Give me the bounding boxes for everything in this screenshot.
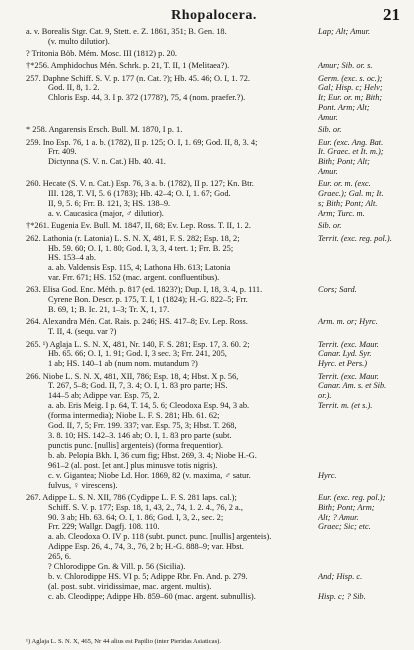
entry-line: HS. 153–4 ab.	[48, 253, 96, 263]
distribution-line: Germ. (exc. s. oc.);	[318, 73, 383, 83]
entry-line: †*256. Amphidochus Mén. Schrk. p. 21, T. II, 1 (Melitaea?).	[26, 61, 230, 71]
entry-line: 260. Hecate (S. V. n. Cat.) Esp. 76, 3 a. b. (1782), II p. 127; Kn. Btr.	[26, 179, 254, 189]
distribution-line: Bith; Pont; Arm;	[318, 502, 375, 512]
entry-line: Schiff. S. V. p. 177; Esp. 18, 1, 43, 2., 74, 1. 2. 4., 76, 2 a.,	[48, 502, 243, 512]
entry-line: 961–2 (al. post. [et ant.] plus minusve totis nigris).	[48, 460, 218, 470]
entry-line: c. v. Gigantea; Niobe Ld. Hor. 1869, 82 (v. maxima, ♂ satur.	[48, 470, 251, 480]
species-entry	[26, 317, 402, 337]
entry-line: 265, 6.	[48, 552, 72, 562]
species-entry	[26, 340, 402, 370]
entry-text	[26, 49, 308, 59]
distribution-line: Territ. m. (et s.).	[318, 401, 373, 411]
entry-line: III. 128, T. VI, 5. 6 (1783); Hb. 42–4; O. I, 1. 67; God.	[48, 189, 231, 199]
entry-line: Cyrene Bon. Descr. p. 175, T. I, 1 (1824); H.-G. 822–5; Frr.	[48, 295, 248, 305]
distribution-line: or.).	[318, 391, 332, 401]
distribution-line: Eur. or. m. (exc.	[318, 179, 371, 189]
species-entry	[26, 74, 402, 124]
distribution	[308, 317, 402, 337]
entry-line: Dictynna (S. V. n. Cat.) Hb. 40. 41.	[48, 157, 166, 167]
distribution	[308, 27, 402, 47]
distribution-line: Cors; Sard.	[318, 285, 357, 295]
page-header	[26, 5, 402, 27]
entry-line: 90. 3 ab; Hb. 63. 64; O. I, 1. 86; God. I, 3, 2., sec. 2;	[48, 512, 224, 522]
distribution-line: Amur.	[318, 113, 338, 123]
distribution-line: And; Hisp. c.	[318, 571, 363, 581]
entry-line: Frr. 229; Wallgr. Dagfj. 108. 110.	[48, 522, 160, 532]
entry-text	[26, 234, 308, 284]
entry-line: 144–5 ab; Adippe var. Esp. 75, 2.	[48, 391, 160, 401]
distribution-line: Bith; Pont; Alt;	[318, 157, 370, 167]
entry-text	[26, 317, 308, 337]
distribution	[308, 221, 402, 231]
entry-line: (forma intermedia); Niobe L. F. S. 281; Hb. 61. 62;	[48, 411, 220, 421]
distribution	[308, 74, 402, 124]
entry-line: ? Tritonia Böb. Mém. Mosc. III (1812) p. 20.	[26, 49, 177, 59]
distribution-line	[318, 582, 402, 592]
species-entry	[26, 179, 402, 219]
entry-line: b. ab. Pelopia Bkh. I, 36 cum fig; Hbst. 269, 3. 4; Niobe H.-G.	[48, 450, 257, 460]
distribution-line: Amur; Sib. or. s.	[318, 61, 373, 71]
entry-line: a. ab. Cleodoxa O. IV p. 118 (subt. punct. punc. [nullis] argenteis).	[48, 532, 272, 542]
entry-line: B. 69, 1; B. Ic. 21, 1–3; Tr. X, 1, 17.	[48, 305, 170, 315]
distribution-line	[318, 411, 402, 421]
species-entry	[26, 138, 402, 178]
distribution-line: Territ. (exc. Maur.	[318, 339, 379, 349]
species-entry	[26, 493, 402, 602]
distribution	[308, 234, 402, 284]
distribution-line: Eur. (exc. reg. pol.);	[318, 492, 386, 502]
entry-line: (al. post. subt. viridissimae, mac. argent. multis).	[48, 581, 212, 591]
distribution-line: Pont. Arm; Alt;	[318, 103, 370, 113]
distribution-line	[318, 562, 402, 572]
entry-text	[26, 27, 308, 47]
entry-line: 1 ab; HS. 140–1 ab (num nom. mutandum ?)	[48, 359, 198, 369]
species-entry	[26, 61, 402, 71]
entry-line: Adippe Esp. 26, 4., 74, 3., 76, 2 b; H.-G. 888–9; var. Hbst.	[48, 542, 244, 552]
entry-line: II, 9, 5. 6; Frr. B. 121, 3; HS. 138–9.	[48, 199, 171, 209]
distribution-line: Territ. (exc. reg. pol.).	[318, 233, 392, 243]
entry-text	[26, 125, 308, 135]
entry-text	[26, 493, 308, 602]
entry-line: punctis punc. [nullis] argenteis) (forma frequentior).	[48, 440, 223, 450]
distribution-line: Graec.); Gal. m; It.	[318, 189, 384, 199]
distribution-line	[318, 451, 402, 461]
entry-line: fulvus, ♀ virescens).	[48, 480, 118, 490]
entry-line: * 258. Angarensis Ersch. Bull. M. 1870, I p. 1.	[26, 125, 183, 135]
distribution-line	[318, 542, 402, 552]
distribution	[308, 340, 402, 370]
distribution-line: Territ. (exc. Maur.	[318, 371, 379, 381]
entry-text	[26, 221, 308, 231]
entry-list	[26, 27, 402, 602]
distribution	[308, 49, 402, 59]
distribution	[308, 285, 402, 315]
distribution-line	[318, 532, 402, 542]
entry-text	[26, 61, 308, 71]
entry-line: God. II, 8, 1. 2.	[48, 83, 100, 93]
species-entry	[26, 234, 402, 284]
distribution-line	[318, 431, 402, 441]
distribution-line: Eur. (exc. Ang. Bat.	[318, 137, 384, 147]
distribution-line: Canar. Am. s. et Sib.	[318, 381, 387, 391]
distribution-line	[318, 461, 402, 471]
distribution-line: Arm. m. or; Hyrc.	[318, 317, 378, 327]
distribution-line: Graec; Sic; etc.	[318, 522, 371, 532]
distribution	[308, 61, 402, 71]
distribution-line	[318, 441, 402, 451]
distribution-line: Arm; Turc. m.	[318, 209, 365, 219]
entry-line: T. 267, 5–8; God. II, 7, 3. 4; O. I, 1. 83 pro parte; HS.	[48, 381, 228, 391]
entry-text	[26, 285, 308, 315]
entry-line: a. v. Borealis Stgr. Cat. 9, Stett. e. Z. 1861, 351; B. Gen. 18.	[26, 27, 227, 36]
distribution-line: Hisp. c; ? Sib.	[318, 591, 366, 601]
entry-line: c. ab. Cleodippe; Adippe Hb. 859–60 (mac. argent. subnullis).	[48, 591, 256, 601]
entry-line: a. v. Caucasica (major, ♂ dilutior).	[48, 209, 164, 219]
distribution	[308, 493, 402, 602]
species-entry	[26, 285, 402, 315]
page-number: 21	[383, 5, 400, 24]
entry-line: Hb. 59. 60; O. I, 1. 80; God. I, 3, 3, 4 tert. 1; Frr. B. 25;	[48, 243, 234, 253]
distribution-line	[318, 421, 402, 431]
entry-line: Hb. 65. 66; O. I, 1. 91; God. I, 3 sec. 3; Frr. 241, 205,	[48, 349, 227, 359]
entry-line: Frr. 409.	[48, 147, 77, 157]
entry-line: 3. 8. 10; HS. 142–3. 146 ab; O. I, 1. 83 pro parte (subt.	[48, 431, 232, 440]
distribution-line: It; Eur. or. m; Bith;	[318, 93, 383, 103]
entry-text	[26, 74, 308, 124]
entry-line: 264. Alexandra Mén. Cat. Rais. p. 246; HS. 417–8; Ev. Lep. Ross.	[26, 317, 248, 327]
distribution-line: Canar. Lyd. Syr.	[318, 349, 372, 359]
entry-line: 262. Lathonia (r. Latonia) L. S. N. X, 481, F. S. 282; Esp. 18, 2;	[26, 233, 240, 243]
entry-line: (v. multo dilutior).	[48, 36, 110, 46]
distribution-line: s; Bith; Pont; Alt.	[318, 199, 378, 209]
distribution	[308, 179, 402, 219]
entry-line: 257. Daphne Schiff. S. V. p. 177 (n. Cat. ?); Hb. 45. 46; O. I, 1. 72.	[26, 73, 251, 83]
distribution-line: Sib. or.	[318, 221, 342, 231]
running-title: Rhopalocera.	[171, 8, 257, 23]
entry-text	[26, 179, 308, 219]
distribution-line: Amur.	[318, 167, 338, 177]
entry-line: ? Chlorodippe Gn. & Vill. p. 56 (Sicilia).	[48, 562, 186, 572]
distribution-line	[318, 552, 402, 562]
entry-line: 259. Ino Esp. 76, 1 a. b. (1782), II p. 125; O. I, 1. 69; God. II, 8, 3. 4;	[26, 137, 258, 147]
entry-text	[26, 340, 308, 370]
distribution-line: Hyrc.	[318, 470, 337, 480]
distribution	[308, 138, 402, 178]
distribution-line: Alt; ? Amur.	[318, 512, 359, 522]
entry-text	[26, 372, 308, 491]
distribution-line: Lap; Alt; Amur.	[318, 27, 371, 36]
entry-line: a. ab. Eris Meig. I p. 64, T. 14, 5. 6; Cleodoxa Esp. 94, 3 ab.	[48, 401, 250, 411]
entry-line: God. II, 7, 5; Frr. 199. 337; var. Esp. 75, 3; Hbst. T. 268,	[48, 421, 237, 431]
distribution	[308, 372, 402, 491]
distribution-line: Hyrc. et Pers.)	[318, 359, 367, 369]
distribution-line: It. Graec. et It. m.);	[318, 147, 384, 157]
distribution	[308, 125, 402, 135]
entry-line: †*261. Eugenia Ev. Bull. M. 1847, II, 68; Ev. Lep. Ross. T. II, 1. 2.	[26, 221, 251, 231]
entry-line: 266. Niobe L. S. N. X, 481, XII, 786; Esp. 18, 4; Hbst. X p. 56,	[26, 371, 239, 381]
entry-text	[26, 138, 308, 178]
species-entry	[26, 27, 402, 47]
entry-line: 265. ¹) Aglaja L. S. N. X, 481, Nr. 140, F. S. 281; Esp. 17, 3. 60. 2;	[26, 339, 250, 349]
entry-line: Chloris Esp. 44, 3. I p. 372 (1778?), 75, 4 (nom. praefer.?).	[48, 93, 246, 103]
entry-line: 267. Adippe L. S. N. XII, 786 (Cydippe L. F. S. 281 laps. cal.);	[26, 492, 237, 502]
species-entry	[26, 372, 402, 491]
species-entry	[26, 125, 402, 135]
distribution-line: Gal; Hisp. c; Helv;	[318, 83, 383, 93]
entry-line: T. II, 4. (sequ. var ?)	[48, 327, 117, 337]
entry-line: var. Frr. 671; HS. 152 (mac. argent. confluentibus).	[48, 273, 220, 283]
entry-line: 263. Elisa God. Enc. Méth. p. 817 (ed. 1823?); Dup. I, 18, 3. 4, p. 111.	[26, 285, 263, 295]
species-entry	[26, 49, 402, 59]
entry-line: a. ab. Valdensis Esp. 115, 4; Lathona Hb. 613; Latonia	[48, 263, 231, 273]
footnote: ¹) Aglaja L. S. N. X, 465, Nr 44 alius est Papilio (inter Pieridas Asiaticas).	[26, 638, 221, 645]
entry-line: b. v. Chlorodippe HS. VI p. 5; Adippe Rbr. Fn. And. p. 279.	[48, 571, 248, 581]
distribution-line: Sib. or.	[318, 125, 342, 135]
species-entry	[26, 221, 402, 231]
